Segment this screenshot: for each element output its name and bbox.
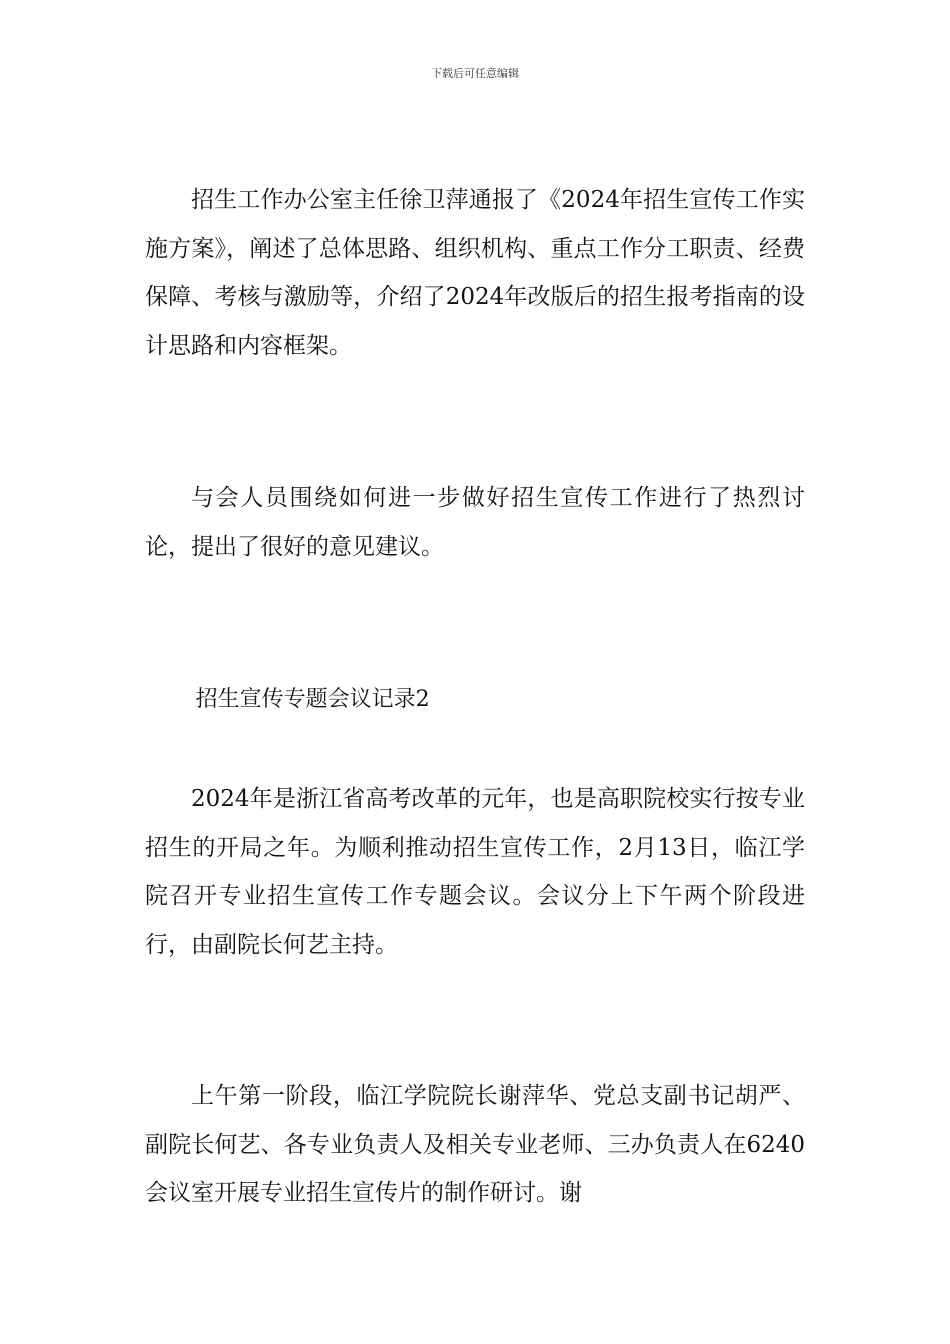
paragraph-discussion: 与会人员围绕如何进一步做好招生宣传工作进行了热烈讨论，提出了很好的意见建议。 <box>145 485 805 560</box>
page-header-note: 下载后可任意编辑 <box>431 67 519 80</box>
paragraph-meeting-intro: 2024年是浙江省高考改革的元年，也是高职院校实行按专业招生的开局之年。为顺利推动招生宣传工作，2月13日，临江学院召开专业招生宣传工作专题会议。会议分上下午两个阶段进行，由副院长何艺主持。 <box>145 786 805 958</box>
paragraph-morning-session: 上午第一阶段，临江学院院长谢萍华、党总支副书记胡严、副院长何艺、各专业负责人及相关专业老师、三办负责人在6240会议室开展专业招生宣传片的制作研讨。谢 <box>145 1083 805 1206</box>
paragraph-enrollment-plan: 招生工作办公室主任徐卫萍通报了《2024年招生宣传工作实施方案》，阐述了总体思路、组织机构、重点工作分工职责、经费保障、考核与激励等，介绍了2024年改版后的招生报考指南的设计思路和内容框架。 <box>145 187 805 359</box>
section-heading: 招生宣传专题会议记录2 <box>195 687 430 712</box>
